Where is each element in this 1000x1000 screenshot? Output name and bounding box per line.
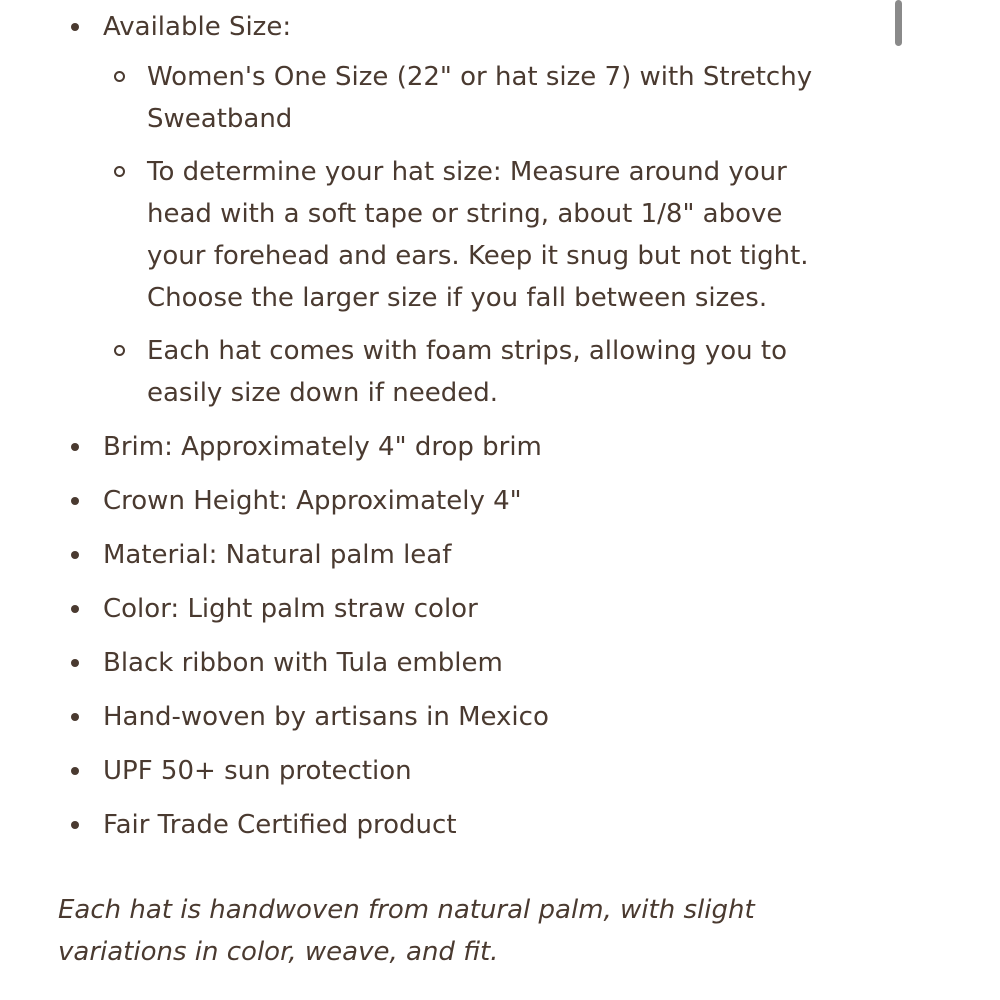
list-item: Crown Height: Approximately 4" (60, 480, 900, 522)
product-details-list (60, 6, 900, 858)
sub-list-item: Each hat comes with foam strips, allowing you to easily size down if needed. (103, 330, 837, 414)
list-item: Color: Light palm straw color (60, 588, 900, 630)
list-item: Material: Natural palm leaf (60, 534, 900, 576)
sub-list-item: Women's One Size (22" or hat size 7) with Stretchy Sweatband (103, 56, 837, 140)
list-item: Brim: Approximately 4" drop brim (60, 426, 900, 468)
list-item-available-size (60, 6, 900, 414)
sub-list-item: To determine your hat size: Measure around your head with a soft tape or string, about 1/8" above your forehead and ears. Keep it snug but not tight. Choose the larger size if you fall between sizes. (103, 151, 837, 319)
list-item: Black ribbon with Tula emblem (60, 642, 900, 684)
available-size-label: Available Size: (103, 12, 292, 42)
list-item: UPF 50+ sun protection (60, 750, 900, 792)
list-item: Fair Trade Certified product (60, 804, 900, 846)
handwoven-note: Each hat is handwoven from natural palm, with slight variations in color, weave, and fit. (58, 895, 755, 967)
available-size-sub-list (103, 56, 900, 414)
list-item: Hand-woven by artisans in Mexico (60, 696, 900, 738)
scrollbar-thumb[interactable] (895, 0, 902, 46)
